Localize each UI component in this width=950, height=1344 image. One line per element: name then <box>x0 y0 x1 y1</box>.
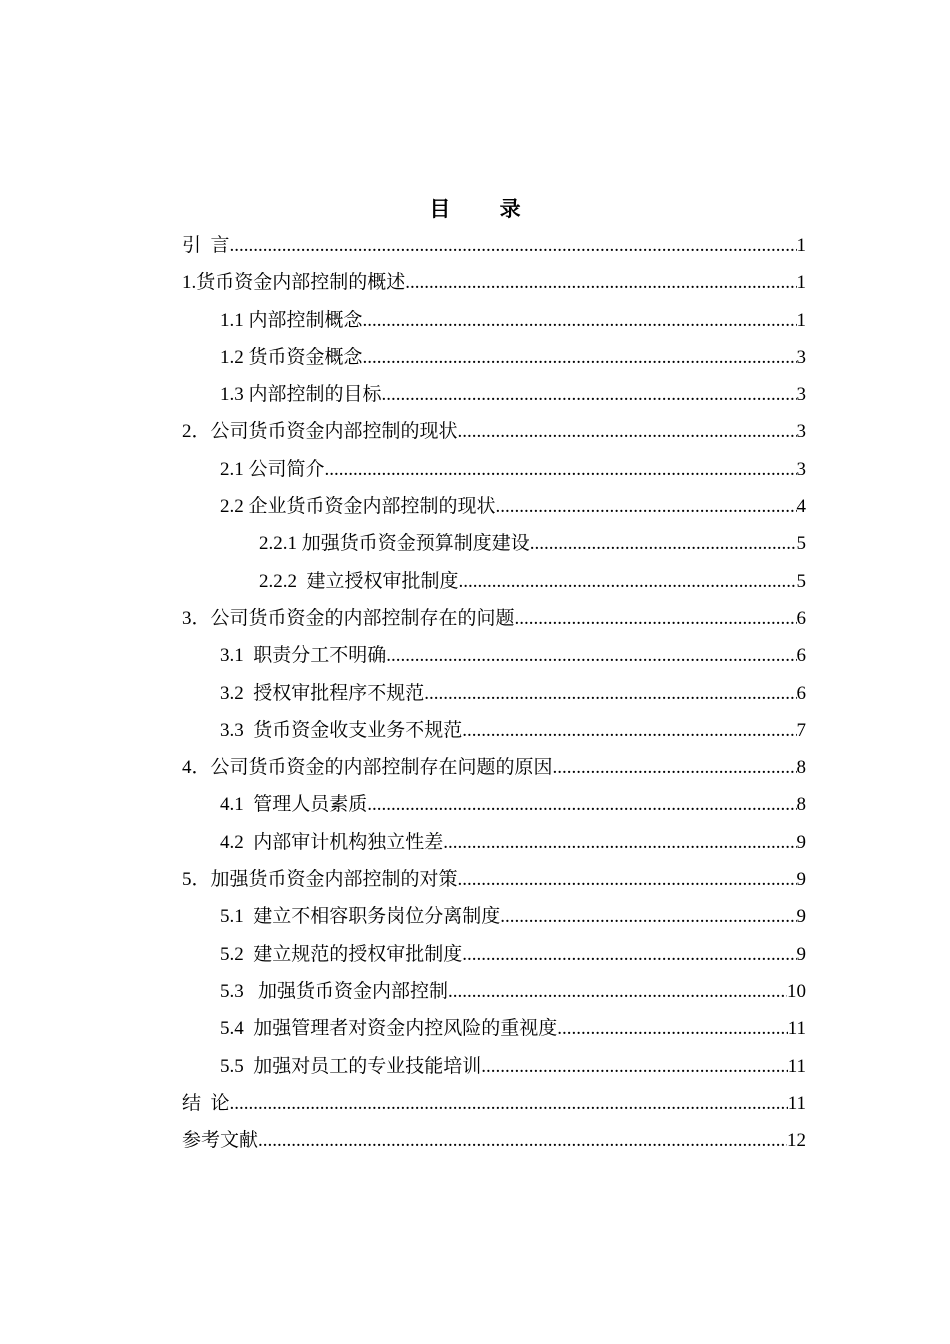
dot-leader <box>258 1122 787 1159</box>
toc-entry-text: 5.2 建立规范的授权审批制度 <box>220 943 463 965</box>
toc-entry-page: 6 <box>796 645 806 667</box>
dot-leader <box>424 675 796 712</box>
toc-entry[interactable] <box>182 525 806 562</box>
toc-entry-text: 2．公司货币资金内部控制的现状 <box>182 421 458 443</box>
toc-entry[interactable] <box>182 786 806 823</box>
toc-entry-page: 11 <box>787 1055 806 1077</box>
toc-entry[interactable] <box>182 712 806 749</box>
toc-entry[interactable] <box>182 973 806 1010</box>
toc-entry-page: 11 <box>787 1092 806 1114</box>
dot-leader <box>462 712 796 749</box>
dot-leader <box>363 339 797 376</box>
toc-entry-text: 结 论 <box>182 1092 230 1114</box>
dot-leader <box>462 936 796 973</box>
toc-entry[interactable] <box>182 898 806 935</box>
dot-leader <box>443 824 796 861</box>
toc-entry[interactable] <box>182 451 806 488</box>
toc-entry-text: 引 言 <box>182 235 230 256</box>
toc-entry-page: 5 <box>796 570 806 592</box>
dot-leader <box>382 376 797 413</box>
toc-entry[interactable] <box>182 637 806 674</box>
toc-entry[interactable] <box>182 675 806 712</box>
toc-entry-page: 4 <box>796 496 806 518</box>
toc-entry[interactable] <box>182 563 806 600</box>
dot-leader <box>500 898 796 935</box>
toc-entry[interactable] <box>182 339 806 376</box>
toc-entry-text: 3.1 职责分工不明确 <box>220 645 387 667</box>
toc-entry-text: 1.1 内部控制概念 <box>220 309 363 331</box>
toc-entry-page: 3 <box>796 346 806 368</box>
toc-entry-text: 参考文献 <box>182 1130 259 1152</box>
toc-entry-text: 5.1 建立不相容职务岗位分离制度 <box>220 906 501 928</box>
dot-leader <box>386 637 796 674</box>
toc-entry[interactable] <box>182 861 806 898</box>
dot-leader <box>530 525 797 562</box>
table-of-contents <box>182 227 806 1159</box>
toc-entry-text: 5.4 加强管理者对资金内控风险的重视度 <box>220 1018 558 1040</box>
toc-entry-page: 5 <box>796 533 806 555</box>
toc-entry[interactable] <box>182 488 806 525</box>
toc-entry-page: 6 <box>796 682 806 704</box>
toc-title: 目 录 <box>429 197 543 221</box>
dot-leader <box>515 600 797 637</box>
toc-entry-page: 1 <box>796 272 806 294</box>
dot-leader <box>496 488 797 525</box>
toc-entry[interactable] <box>182 600 806 637</box>
toc-entry[interactable] <box>182 264 806 301</box>
toc-entry-page: 3 <box>796 458 806 480</box>
toc-entry[interactable] <box>182 302 806 339</box>
dot-leader <box>481 1048 787 1085</box>
toc-entry-text: 4.2 内部审计机构独立性差 <box>220 831 444 853</box>
toc-entry-page: 8 <box>796 794 806 816</box>
dot-leader <box>459 563 797 600</box>
toc-entry-page: 9 <box>796 831 806 853</box>
toc-entry-text: 5.3 加强货币资金内部控制 <box>220 980 449 1002</box>
toc-entry-page: 10 <box>787 980 806 1002</box>
dot-leader <box>405 264 796 301</box>
toc-entry-page: 6 <box>796 607 806 629</box>
toc-entry-page: 9 <box>796 869 806 891</box>
toc-entry[interactable] <box>182 936 806 973</box>
toc-entry-text: 3.2 授权审批程序不规范 <box>220 682 425 704</box>
dot-leader <box>553 749 797 786</box>
dot-leader <box>448 973 787 1010</box>
toc-entry-text: 2.2.1 加强货币资金预算制度建设 <box>259 533 530 555</box>
toc-entry[interactable] <box>182 824 806 861</box>
toc-entry[interactable] <box>182 749 806 786</box>
dot-leader <box>325 451 797 488</box>
toc-entry[interactable] <box>182 1122 806 1159</box>
toc-entry[interactable] <box>182 376 806 413</box>
toc-entry-page: 9 <box>796 906 806 928</box>
toc-entry-text: 2.2.2 建立授权审批制度 <box>259 570 459 592</box>
dot-leader <box>557 1010 787 1047</box>
toc-entry-text: 4．公司货币资金的内部控制存在问题的原因 <box>182 757 553 779</box>
toc-entry-text: 2.1 公司简介 <box>220 458 325 480</box>
toc-entry-page: 8 <box>796 757 806 779</box>
toc-entry-text: 4.1 管理人员素质 <box>220 794 368 816</box>
toc-entry-page: 12 <box>787 1130 806 1152</box>
dot-leader <box>367 786 796 823</box>
toc-entry[interactable] <box>182 1010 806 1047</box>
toc-entry-page: 1 <box>796 235 806 256</box>
toc-entry[interactable] <box>182 1085 806 1122</box>
toc-entry-text: 1.2 货币资金概念 <box>220 346 363 368</box>
toc-entry-text: 3．公司货币资金的内部控制存在的问题 <box>182 607 515 629</box>
dot-leader <box>230 1085 788 1122</box>
toc-entry-page: 3 <box>796 421 806 443</box>
toc-entry-page: 3 <box>796 384 806 406</box>
dot-leader <box>458 861 797 898</box>
toc-entry-text: 1.货币资金内部控制的概述 <box>182 272 406 294</box>
dot-leader <box>458 413 797 450</box>
toc-entry-page: 9 <box>796 943 806 965</box>
toc-entry-text: 1.3 内部控制的目标 <box>220 384 382 406</box>
toc-entry-page: 7 <box>796 719 806 741</box>
toc-entry[interactable] <box>182 413 806 450</box>
toc-entry-text: 5.5 加强对员工的专业技能培训 <box>220 1055 482 1077</box>
toc-entry[interactable] <box>182 1048 806 1085</box>
dot-leader <box>363 302 797 339</box>
toc-entry-text: 2.2 企业货币资金内部控制的现状 <box>220 496 496 518</box>
toc-entry[interactable] <box>182 227 806 264</box>
toc-entry-text: 3.3 货币资金收支业务不规范 <box>220 719 463 741</box>
toc-entry-text: 5．加强货币资金内部控制的对策 <box>182 869 458 891</box>
toc-entry-page: 1 <box>796 309 806 331</box>
dot-leader <box>230 227 797 264</box>
toc-entry-page: 11 <box>787 1018 806 1040</box>
